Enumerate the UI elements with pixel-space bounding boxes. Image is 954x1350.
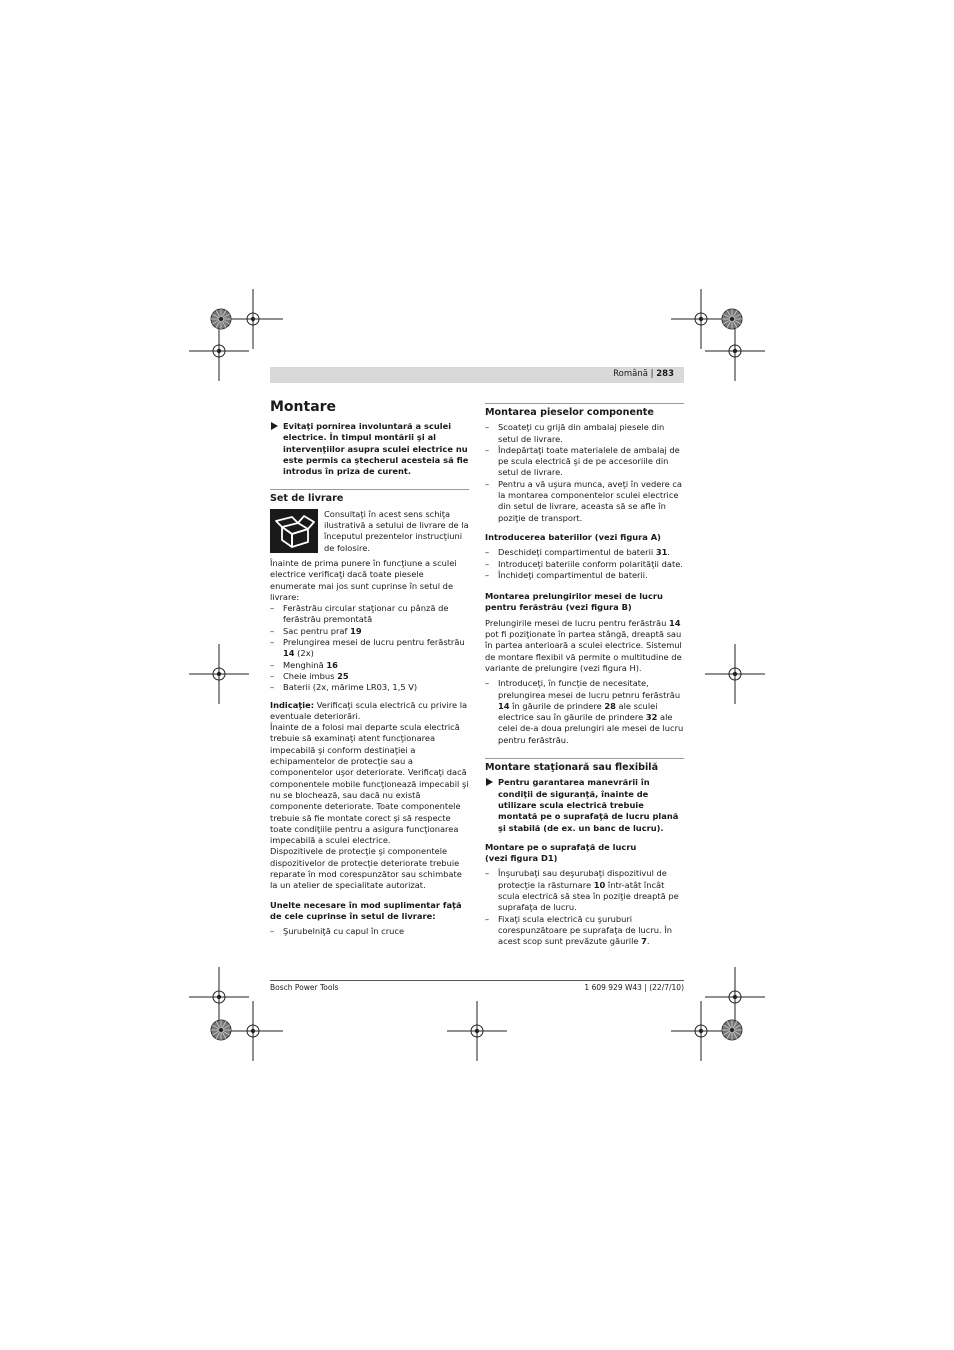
note-label: Indicaţie:: [270, 699, 315, 710]
footer-brand: Bosch Power Tools: [270, 983, 339, 992]
crosshair-dot: [217, 672, 221, 676]
warning-text: Evitaţi pornirea involuntară a sculei electrice. În timpul montării şi al intervenţiilor asupra sculei electrice nu este permis ca ştecherul acesteia să fie introdus în priza de curent.: [283, 421, 469, 477]
crosshair-dot: [733, 349, 737, 353]
crosshair-dot: [699, 1029, 703, 1033]
color-target-center: [219, 1028, 223, 1032]
note-paragraph-3: Dispozitivele de protecţie şi componentele dispozitivelor de protecţie deteriorate trebuie reparate în mod corespunzător sau schimbate la un atelier de specialitate autorizat.: [270, 846, 462, 891]
crosshair-dot: [733, 995, 737, 999]
note-paragraph: Indicaţie: Verificaţi scula electrică cu privire la eventuale deteriorări.: [270, 699, 468, 721]
set-intro: Înainte de prima punere în funcţiune a sculei electrice verificaţi dacă toate piesele enumerate mai jos sunt cuprinse în setul de livrare:: [270, 557, 457, 602]
header-bar: [270, 367, 684, 383]
header-label: [613, 369, 674, 379]
box-text: Consultaţi în acest sens schiţa ilustrativă a setului de livrare de la începutul prezentelor instrucţiuni de folosire.: [324, 508, 469, 553]
list-item: – Prelungirea mesei de lucru pentru ferăstrău 14 (2x): [270, 637, 469, 660]
section-title-components: Montarea pieselor componente: [485, 403, 684, 418]
box-reference: [270, 509, 469, 554]
color-target-center: [730, 317, 734, 321]
crosshair-dot: [699, 317, 703, 321]
header-separator: |: [650, 369, 654, 379]
warning-text: Pentru garantarea manevrării în condiţii de siguranţă, înainte de utilizare scula electrică trebuie montată pe o suprafaţă de lucru plană şi stabilă (de ex. un banc de lucru).: [498, 777, 679, 833]
footer-rule: [270, 980, 684, 981]
list-item: – Introduceţi, în funcţie de necesitate, prelungirea mesei de lucru petnru ferăstrău 14 în găurile de prindere 28 ale sculei electrice sau în găurile de prindere 32 ale celei de-a doua prelungiri ale mesei de lucru pentru ferăstrău.: [485, 678, 684, 746]
components-list: [485, 422, 684, 524]
list-item: – Fixaţi scula electrică cu şuruburi corespunzătoare pe suprafaţa de lucru. În acest scop sunt prevăzute găurile 7.: [485, 914, 684, 948]
triangle-bullet-icon: [486, 778, 493, 786]
list-item: – Şurubelniţă cu capul în cruce: [270, 926, 469, 937]
color-target-center: [730, 1028, 734, 1032]
list-item: – Pentru a vă uşura munca, aveţi în vedere ca la montarea componentelor sculei electrice din setul de livrare, aceasta să se afle în poziţie de transport.: [485, 479, 684, 524]
box-icon: [270, 509, 318, 553]
right-column: [485, 403, 684, 947]
crosshair-dot: [475, 1029, 479, 1033]
surface-subtitle: (vezi figura D1): [485, 853, 558, 864]
crosshair-dot: [217, 349, 221, 353]
surface-title: Montare pe o suprafaţă de lucru: [485, 841, 637, 852]
note-paragraph-2: Înainte de a folosi mai departe scula electrică trebuie să examinaţi atent funcţionarea impecabilă şi conform destinaţiei a echipamentelor de protecţie sau a componentelor uşor deteriorate. Verificaţi dacă componentele mobile funcţionează impecabil şi nu se blochează, sau dacă nu există componente deteriorate. Toate componentele trebuie să fie montate corect şi să respecte toate condiţiile pentru a asigura funcţionarea impecabilă a sculei electrice.: [270, 722, 469, 846]
list-item: – Înşurubaţi sau deşurubaţi dispozitivul de protecţie la răsturnare 10 într-atât încât scula electrică să stea în poziţie dreaptă pe suprafaţa de lucru.: [485, 868, 684, 913]
delivery-list: [270, 603, 469, 693]
extension-paragraph: Prelungirile mesei de lucru pentru ferăstrău 14 pot fi poziţionate în partea stângă, dreaptă sau în partea anterioară a sculei electrice. Sistemul de montare flexibil vă permite o multitudine de variante de prelungire (vezi figura H).: [485, 617, 682, 673]
crosshair-dot: [733, 672, 737, 676]
list-item: – Cheie imbus 25: [270, 671, 469, 682]
crosshair-dot: [251, 1029, 255, 1033]
batteries-list: [485, 547, 684, 581]
surface-list: [485, 868, 684, 947]
extension-title: Montarea prelungirilor mesei de lucru pentru ferăstrău (vezi figura B): [485, 591, 663, 613]
warning-block: [270, 421, 469, 477]
list-item: – Sac pentru praf 19: [270, 626, 469, 637]
list-item: – Baterii (2x, mărime LR03, 1,5 V): [270, 682, 469, 693]
tools-list: [270, 926, 469, 937]
page-title: Montare: [270, 399, 337, 415]
page-number: 283: [656, 369, 674, 379]
list-item: – Menghină 16: [270, 660, 469, 671]
crosshair-dot: [217, 995, 221, 999]
tools-title: Unelte necesare în mod suplimentar faţă de cele cuprinse în setul de livrare:: [270, 899, 462, 921]
triangle-bullet-icon: [271, 422, 278, 430]
list-item: – Închideţi compartimentul de baterii.: [485, 570, 684, 581]
footer-code: 1 609 929 W43 | (22/7/10): [584, 983, 684, 992]
crosshair-dot: [251, 317, 255, 321]
list-item: – Deschideţi compartimentul de baterii 31.: [485, 547, 684, 558]
extension-list: [485, 678, 684, 746]
list-item: – Scoateţi cu grijă din ambalaj piesele din setul de livrare.: [485, 422, 684, 445]
color-target-center: [219, 317, 223, 321]
section-title-set: Set de livrare: [270, 489, 469, 504]
batteries-title: Introducerea bateriilor (vezi figura A): [485, 531, 661, 542]
list-item: – Ferăstrău circular staţionar cu pânză de ferăstrău premontată: [270, 603, 469, 626]
list-item: – Îndepărtaţi toate materialele de ambalaj de pe scula electrică şi de pe accesoriile din setul de livrare.: [485, 445, 684, 479]
left-column: [270, 421, 469, 937]
list-item: – Introduceţi bateriile conform polarităţii date.: [485, 559, 684, 570]
section-title-stationary: Montare staţionară sau flexibilă: [485, 758, 684, 773]
warning-block: [485, 777, 684, 833]
header-language: Română: [613, 369, 648, 379]
